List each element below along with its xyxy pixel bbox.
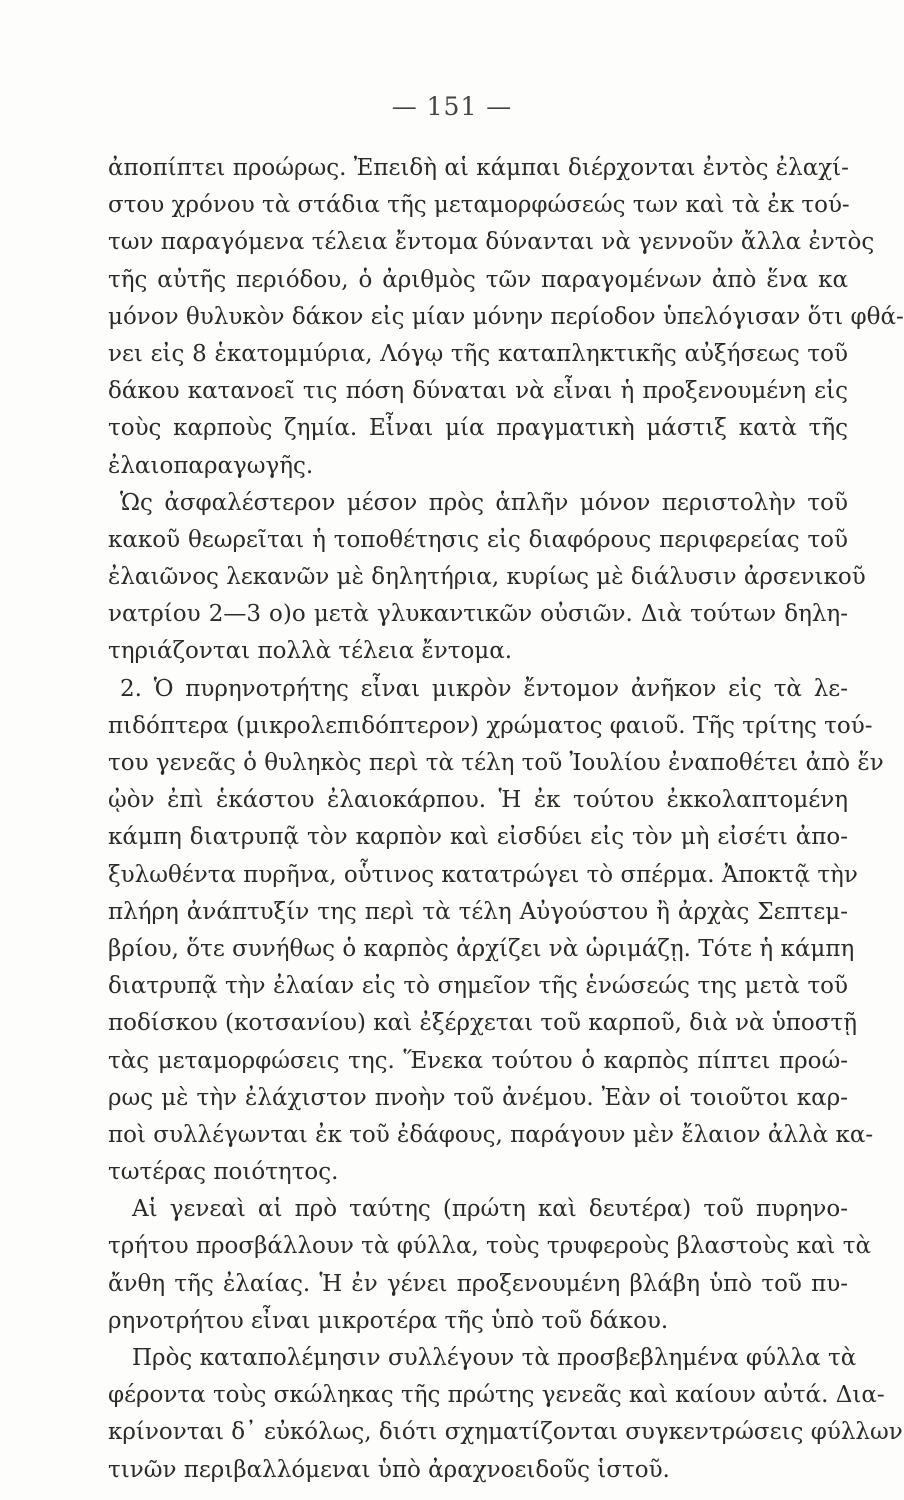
text-line: ἐλαιοπαραγωγῆς. xyxy=(108,452,314,479)
text-line: νει εἰς 8 ἑκατομμύρια, Λόγῳ τῆς καταπληκτικῆς αὐξήσεως τοῦ xyxy=(108,340,848,367)
paragraph-start-line: Ὡς ἀσφαλέστερον μέσον πρὸς ἁπλῆν μόνον περιστολὴν τοῦ xyxy=(120,489,848,516)
paragraph-start-line: Αἱ γενεαὶ αἱ πρὸ ταύτης (πρώτη καὶ δευτέρα) τοῦ πυρηνο- xyxy=(132,1196,848,1223)
text-line: ξυλωθέντα πυρῆνα, οὗτινος κατατρώγει τὸ σπέρμα. Ἀποκτᾷ τὴν xyxy=(108,861,858,888)
text-line: τῆς αὐτῆς περιόδου, ὁ ἀριθμὸς τῶν παραγομένων ἀπὸ ἕνα κα xyxy=(108,266,848,293)
text-line: τηριάζονται πολλὰ τέλεια ἔντομα. xyxy=(108,638,513,665)
text-line: βρίου, ὅτε συνήθως ὁ καρπὸς ἀρχίζει νὰ ὡριμάζῃ. Τότε ἡ κάμπη xyxy=(108,935,855,962)
text-line: ρηνοτρήτου εἶναι μικροτέρα τῆς ὑπὸ τοῦ δάκου. xyxy=(108,1307,669,1334)
text-line: στου χρόνου τὰ στάδια τῆς μεταμορφώσεώς των καὶ τὰ ἐκ τού- xyxy=(108,192,850,219)
text-line: φέροντα τοὺς σκώληκας τῆς πρώτης γενεᾶς καὶ καίουν αὐτά. Δια- xyxy=(108,1382,885,1409)
text-line: μόνον θυλυκὸν δάκον εἰς μίαν μόνην περίοδον ὑπελόγισαν ὅτι φθά- xyxy=(108,303,904,330)
text-line: τωτέρας ποιότητος. xyxy=(108,1159,339,1186)
text-line: πιδόπτερα (μικρολεπιδόπτερον) χρώματος φαιοῦ. Τῆς τρίτης τού- xyxy=(108,712,873,739)
text-line: τὰς μεταμορφώσεις της. Ἕνεκα τούτου ὁ καρπὸς πίπτει προώ- xyxy=(108,1047,848,1074)
page-number: — 151 — xyxy=(391,92,513,121)
text-line: τινῶν περιβαλλόμεναι ὑπὸ ἀραχνοειδοῦς ἱστοῦ. xyxy=(108,1456,670,1483)
text-line: κάμπη διατρυπᾷ τὸν καρπὸν καὶ εἰσδύει εἰς τὸν μὴ εἰσέτι ἀπο- xyxy=(108,824,848,851)
text-line: διατρυπᾷ τὴν ἐλαίαν εἰς τὸ σημεῖον τῆς ἑνώσεώς της μετὰ τοῦ xyxy=(108,973,848,1000)
text-line: ᾠὸν ἐπὶ ἑκάστου ἐλαιοκάρπου. Ἡ ἐκ τούτου ἐκκολαπτομένη xyxy=(108,787,848,814)
text-line: ἄνθη τῆς ἐλαίας. Ἡ ἐν γένει προξενουμένη βλάβη ὑπὸ τοῦ πυ- xyxy=(108,1270,848,1297)
text-line: πλήρη ἀνάπτυξίν της περὶ τὰ τέλη Αὐγούστου ἢ ἀρχὰς Σεπτεμ- xyxy=(108,898,848,925)
text-line: νατρίου 2—3 ο)ο μετὰ γλυκαντικῶν οὐσιῶν. Διὰ τούτων δηλη- xyxy=(108,601,848,628)
text-line: του γενεᾶς ὁ θυληκὸς περὶ τὰ τέλη τοῦ Ἰουλίου ἐναποθέτει ἀπὸ ἕν xyxy=(108,750,884,776)
text-line: δάκου κατανοεῖ τις πόση δύναται νὰ εἶναι ἡ προξενουμένη εἰς xyxy=(108,378,848,405)
text-line: τοὺς καρποὺς ζημία. Εἶναι μία πραγματικὴ μάστιξ κατὰ τῆς xyxy=(108,415,848,442)
paragraph-start-line: 2. Ὁ πυρηνοτρήτης εἶναι μικρὸν ἔντομον ἀνῆκον εἰς τὰ λε- xyxy=(120,675,848,702)
text-line: των παραγόμενα τέλεια ἔντομα δύνανται νὰ γεννοῦν ἄλλα ἐντὸς xyxy=(108,229,875,256)
text-line: ποὶ συλλέγωνται ἐκ τοῦ ἐδάφους, παράγουν μὲν ἔλαιον ἀλλὰ κα- xyxy=(108,1121,874,1148)
text-line: κρίνονται δ᾽ εὐκόλως, διότι σχηματίζονται συγκεντρώσεις φύλλων xyxy=(108,1419,903,1446)
text-line: ἀποπίπτει προώρως. Ἐπειδὴ αἱ κάμπαι διέρχονται ἐντὸς ἐλαχί- xyxy=(108,155,849,181)
text-line: ἐλαιῶνος λεκανῶν μὲ δηλητήρια, κυρίως μὲ διάλυσιν ἀρσενικοῦ xyxy=(108,564,866,591)
text-line: κακοῦ θεωρεῖται ἡ τοποθέτησις εἰς διαφόρους περιφερείας τοῦ xyxy=(108,526,848,553)
text-line: ποδίσκου (κοτσανίου) καὶ ἐξέρχεται τοῦ καρποῦ, διὰ νὰ ὑποστῇ xyxy=(108,1010,857,1037)
text-line: τρήτου προσβάλλουν τὰ φύλλα, τοὺς τρυφεροὺς βλαστοὺς καὶ τὰ xyxy=(108,1233,872,1260)
body-text xyxy=(108,150,904,1489)
paragraph-start-line: Πρὸς καταπολέμησιν συλλέγουν τὰ προσβεβλημένα φύλλα τὰ xyxy=(132,1345,857,1371)
text-line: ρως μὲ τὴν ἐλάχιστον πνοὴν τοῦ ἀνέμου. Ἐὰν οἱ τοιοῦτοι καρ- xyxy=(108,1084,848,1111)
